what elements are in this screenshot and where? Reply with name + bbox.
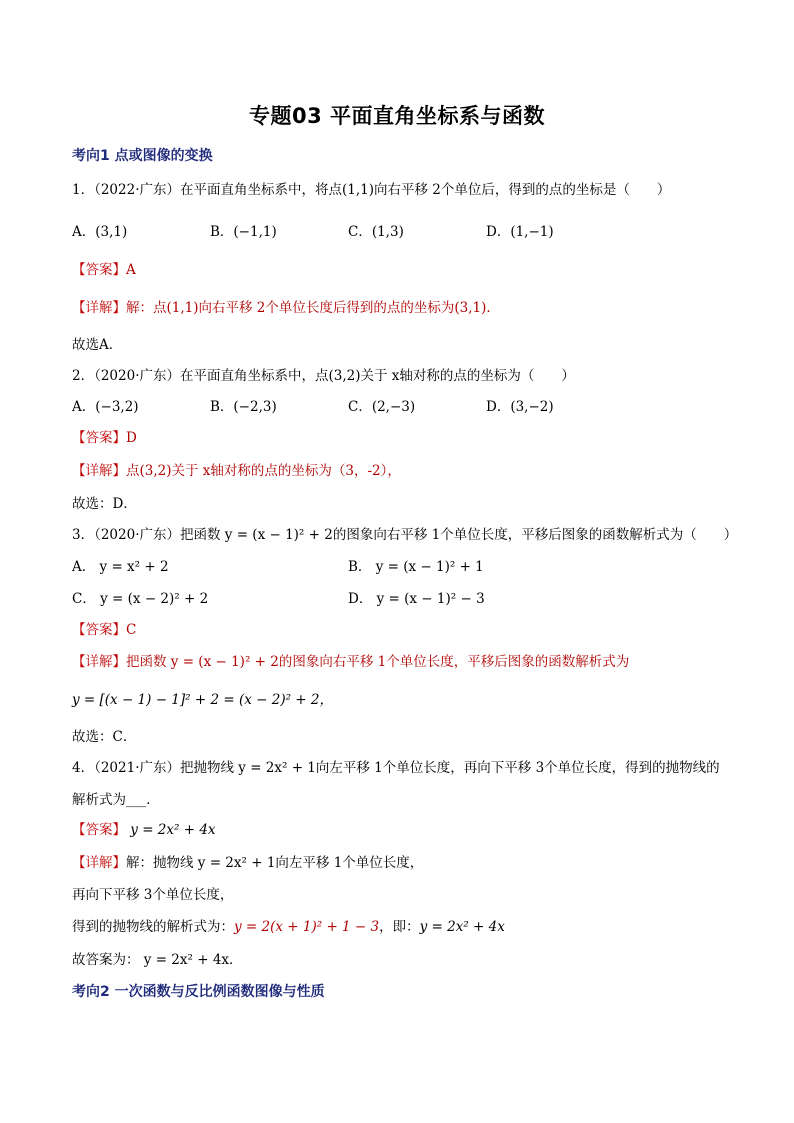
detail-label: 【详解】 (72, 463, 126, 479)
detail-label: 【详解】 (72, 654, 126, 670)
q1-detail (72, 298, 500, 318)
question-2-stem: 2．（2020·广东）在平面直角坐标系中，点(3,2)关于 x轴对称的点的坐标为（ ） (72, 368, 575, 384)
q1-answer (72, 260, 136, 280)
q4-detail-3 (72, 917, 505, 937)
detail-3-formula: y = 2(x + 1)² + 1 − 3 (234, 919, 380, 935)
q1-option-b: B．(−1,1) (210, 224, 277, 240)
detail-label: 【详解】 (72, 855, 126, 871)
question-3-stem: 3．（2020·广东）把函数 y = (x − 1)² + 2的图象向右平移 1个单位长度，平移后图象的函数解析式为（ ） (72, 527, 738, 543)
q3-option-b: B． y = (x − 1)² + 1 (348, 559, 484, 575)
answer-label: 【答案】 (72, 430, 126, 446)
detail-text: 把函数 y = (x − 1)² + 2的图象向右平移 1个单位长度，平移后图象的函数解析式为 (126, 654, 630, 670)
detail-label: 【详解】 (72, 300, 126, 316)
answer-label: 【答案】 (72, 622, 126, 638)
q1-option-a: A．(3,1) (72, 224, 128, 240)
q2-option-b: B．(−2,3) (210, 399, 277, 415)
q1-option-d: D．(1,−1) (486, 224, 554, 240)
page-title: 专题03 平面直角坐标系与函数 (248, 104, 546, 128)
q2-option-c: C．(2,−3) (348, 399, 416, 415)
q3-conclusion: 故选：C． (72, 729, 137, 745)
answer-label: 【答案】 (72, 262, 126, 278)
q3-detail-formula: y = [(x − 1) − 1]² + 2 = (x − 2)² + 2， (72, 692, 333, 708)
answer-value: y = 2x² + 4x (126, 822, 216, 838)
q3-option-d: D． y = (x − 1)² − 3 (348, 591, 485, 607)
detail-text: 点(3,2)关于 x轴对称的点的坐标为（3，-2）， (126, 463, 401, 479)
section-heading-1: 考向1 点或图像的变换 (72, 148, 213, 164)
detail-3-result: y = 2x² + 4x (419, 919, 505, 935)
q3-option-a: A． y = x² + 2 (72, 559, 169, 575)
q4-detail (72, 853, 423, 873)
q4-conclusion: 故答案为： y = 2x² + 4x． (72, 952, 243, 968)
answer-value: C (126, 622, 137, 638)
question-4-stem-line1: 4．（2021·广东）把抛物线 y = 2x² + 1向左平移 1个单位长度，再向下平移 3个单位长度，得到的抛物线的 (72, 760, 720, 776)
section-heading-2: 考向2 一次函数与反比例函数图像与性质 (72, 984, 325, 1000)
q3-option-c: C． y = (x − 2)² + 2 (72, 591, 209, 607)
answer-label: 【答案】 (72, 822, 126, 838)
detail-3-prefix: 得到的抛物线的解析式为： (72, 919, 234, 935)
q2-detail (72, 461, 401, 481)
q3-detail (72, 652, 629, 672)
q2-conclusion: 故选：D． (72, 496, 137, 512)
q4-answer (72, 820, 216, 840)
question-1-stem: 1．（2022·广东）在平面直角坐标系中，将点(1,1)向右平移 2个单位后，得到的点的坐标是（ ） (72, 182, 671, 198)
q2-answer (72, 428, 137, 448)
detail-text: 解：抛物线 y = 2x² + 1向左平移 1个单位长度， (126, 855, 424, 871)
q3-answer (72, 620, 136, 640)
q1-option-c: C．(1,3) (348, 224, 404, 240)
q2-option-a: A．(−3,2) (72, 399, 139, 415)
detail-text: 解：点(1,1)向右平移 2个单位长度后得到的点的坐标为(3,1)． (126, 300, 500, 316)
detail-3-mid: ，即： (379, 919, 420, 935)
question-4-stem-line2: 解析式为___． (72, 792, 160, 808)
q2-option-d: D．(3,−2) (486, 399, 554, 415)
answer-value: A (126, 262, 136, 278)
q1-conclusion: 故选A． (72, 337, 123, 353)
q4-detail-2: 再向下平移 3个单位长度， (72, 887, 234, 903)
answer-value: D (126, 430, 137, 446)
